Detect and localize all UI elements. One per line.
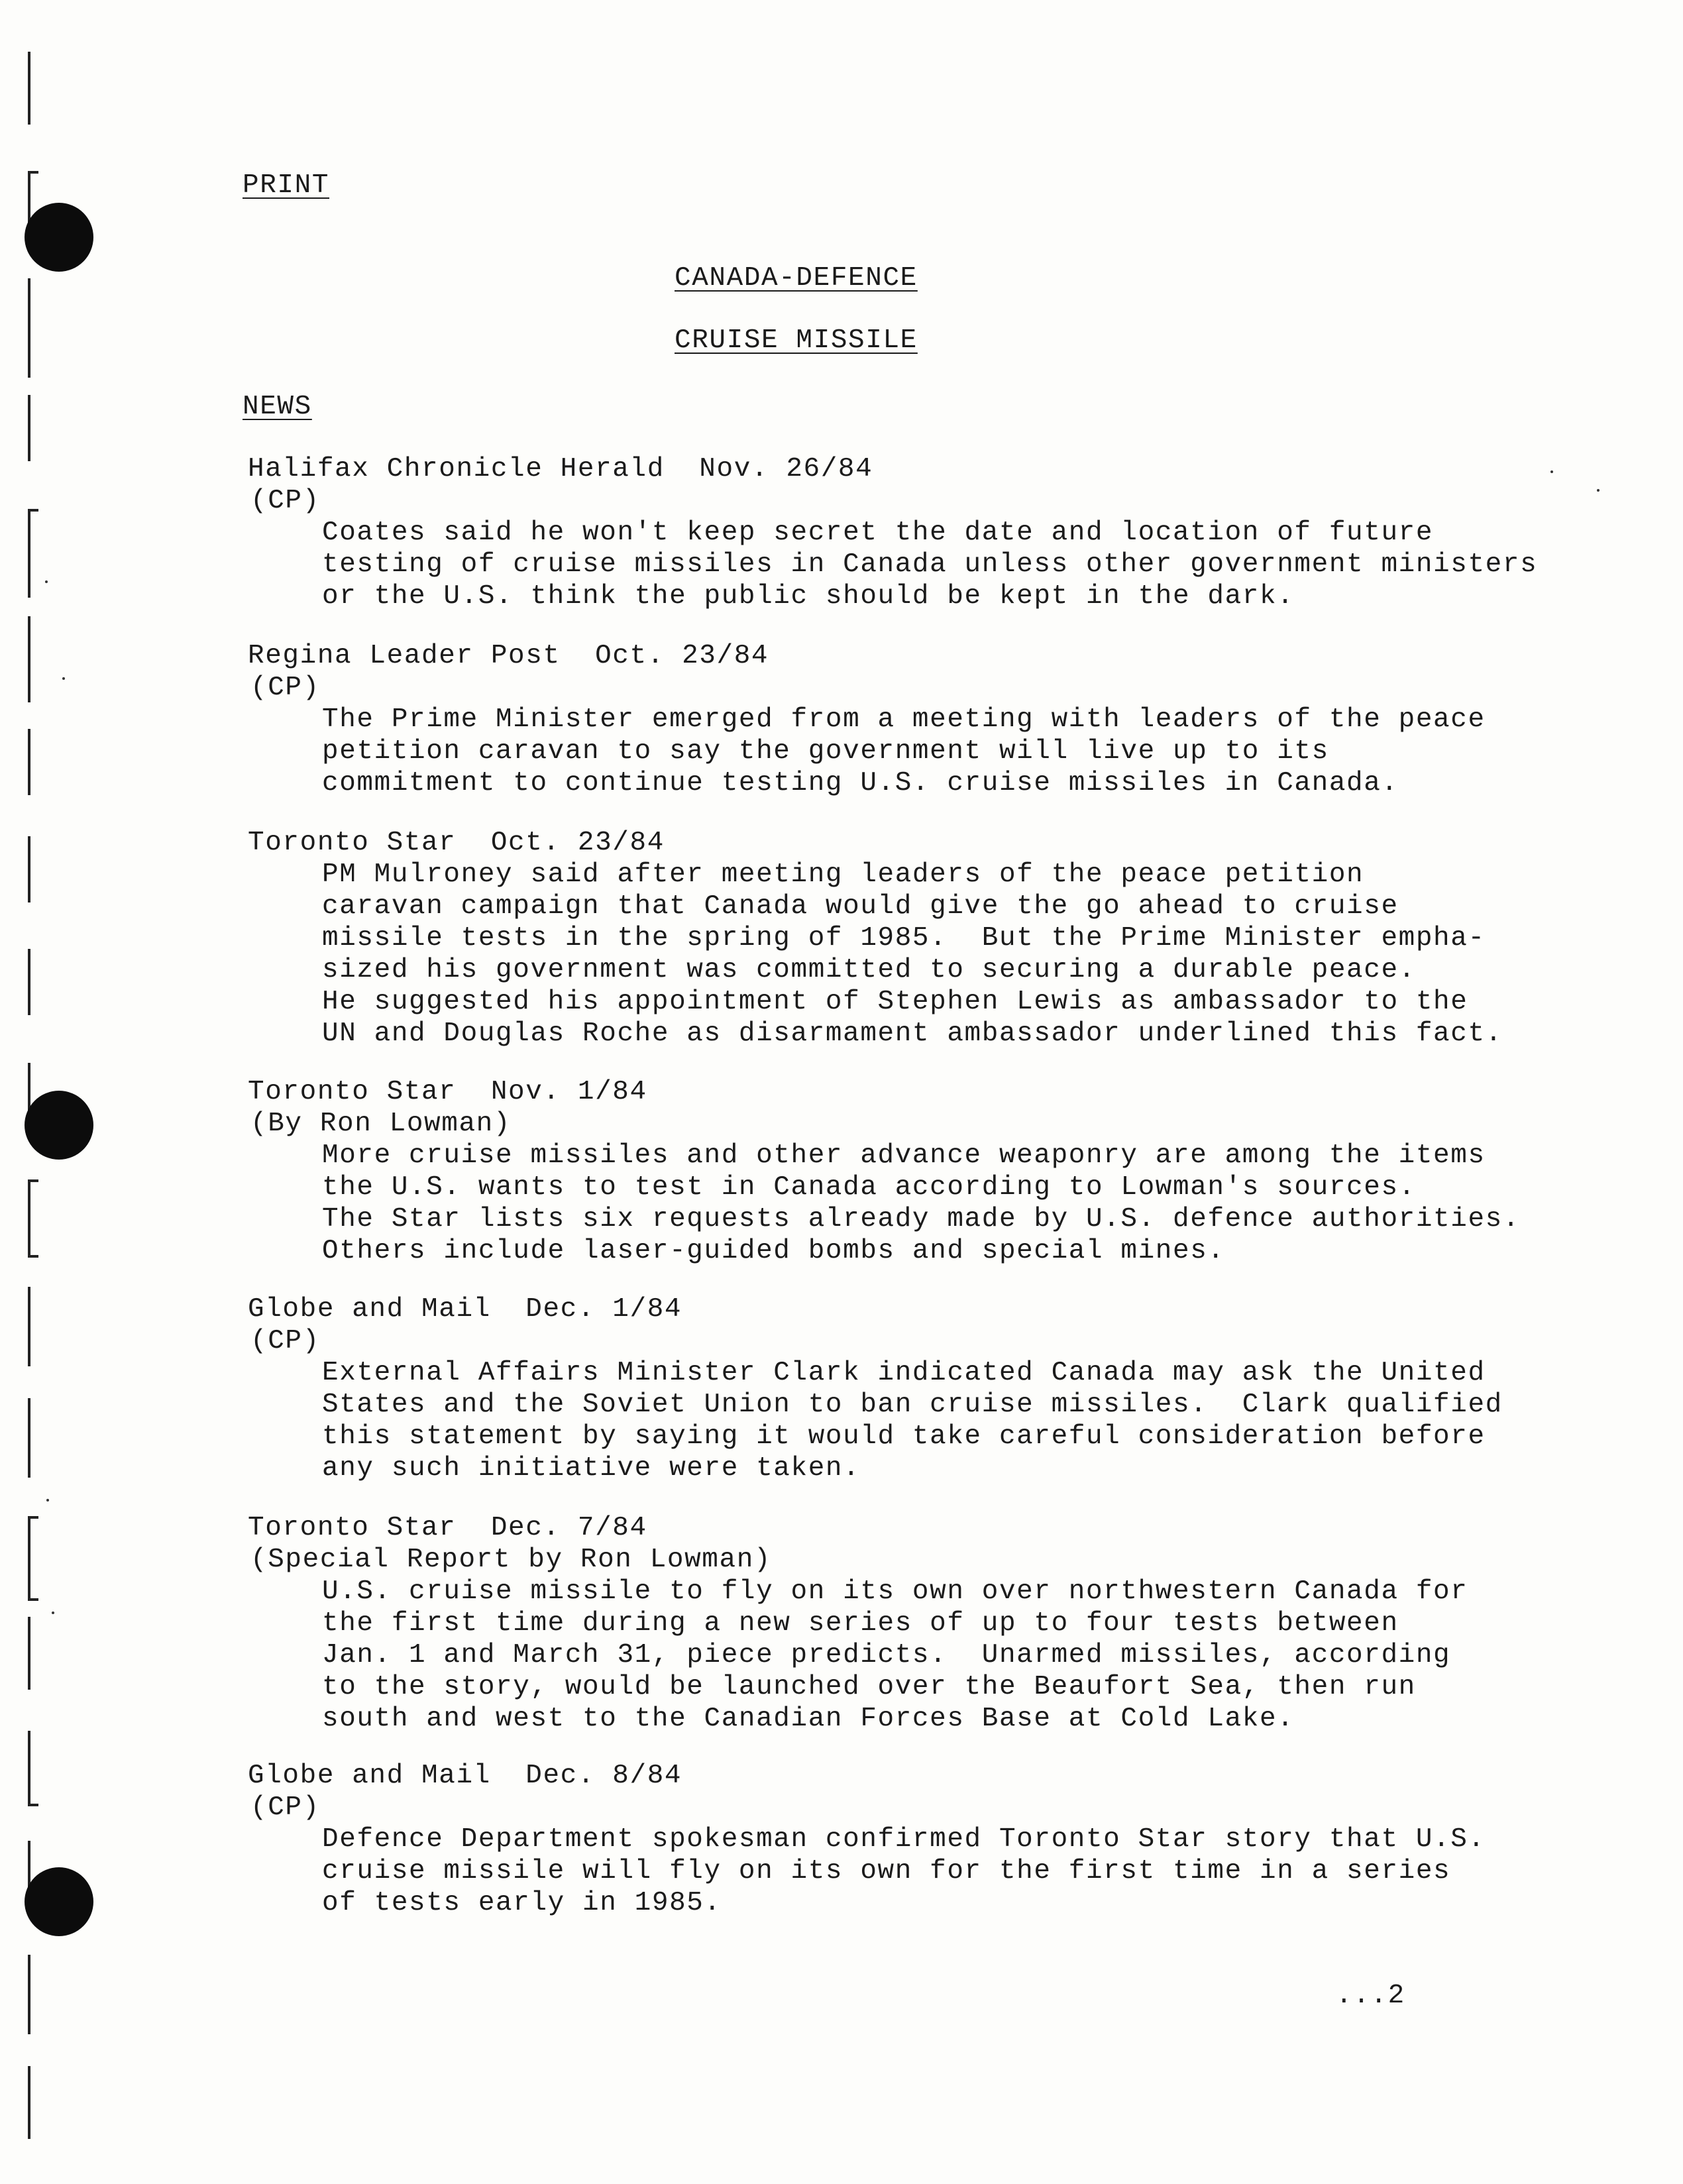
entry-line: PM Mulroney said after meeting leaders of the peace petition [322,859,1364,890]
entry-line: of tests early in 1985. [322,1888,722,1918]
punch-hole [25,1091,93,1160]
entry-byline: (By Ron Lowman) [250,1109,512,1139]
entry-byline: (CP) [250,486,320,516]
entry-line: caravan campaign that Canada would give the go ahead to cruise [322,891,1399,922]
entry-line: U.S. cruise missile to fly on its own over northwestern Canada for [322,1576,1468,1607]
entry-line: External Affairs Minister Clark indicated Canada may ask the United [322,1358,1486,1388]
entry-line: Jan. 1 and March 31, piece predicts. Unarmed missiles, according [322,1640,1451,1670]
entry-line: sized his government was committed to securing a durable peace. [322,955,1416,985]
speck [52,1611,54,1614]
news-entry [248,1293,1659,1484]
margin-mark [28,836,30,902]
section-label: PRINT [243,170,330,201]
news-entry [248,453,1659,612]
entry-line: cruise missile will fly on its own for the first time in a series [322,1856,1451,1886]
entry-line: missile tests in the spring of 1985. But the Prime Minister empha- [322,923,1486,954]
margin-mark [28,1179,38,1258]
margin-mark [28,52,30,125]
punch-hole [25,1867,93,1936]
entry-byline: (CP) [250,1792,320,1823]
margin-mark [28,1617,30,1690]
entry-line: More cruise missiles and other advance weaponry are among the items [322,1140,1486,1171]
margin-mark [28,1516,38,1601]
margin-mark [28,395,30,461]
entry-line: testing of cruise missiles in Canada unless other government ministers [322,549,1538,580]
entry-line: The Star lists six requests already made by U.S. defence authorities. [322,1204,1521,1234]
margin-mark [28,1287,30,1366]
entry-line: to the story, would be launched over the Beaufort Sea, then run [322,1672,1416,1702]
margin-mark [28,1731,38,1806]
margin-mark [28,729,30,795]
entry-line: commitment to continue testing U.S. cruise missiles in Canada. [322,768,1399,798]
margin-mark [28,1398,30,1478]
news-entry [248,1076,1659,1267]
entry-line: Coates said he won't keep secret the date and location of future [322,518,1434,548]
entry-line: Defence Department spokesman confirmed Toronto Star story that U.S. [322,1824,1486,1855]
entry-line: south and west to the Canadian Forces Base at Cold Lake. [322,1704,1295,1734]
category-label: NEWS [243,392,312,422]
margin-mark [28,278,30,378]
entry-byline: (Special Report by Ron Lowman) [250,1545,772,1575]
entry-source: Regina Leader Post Oct. 23/84 [248,641,769,671]
entry-line: or the U.S. think the public should be kept in the dark. [322,581,1295,612]
news-entry [248,1512,1659,1735]
entry-source: Toronto Star Oct. 23/84 [248,828,665,858]
entry-byline: (CP) [250,1326,320,1356]
entry-line: the U.S. wants to test in Canada according to Lowman's sources. [322,1172,1416,1203]
entry-source: Halifax Chronicle Herald Nov. 26/84 [248,454,873,484]
entry-line: UN and Douglas Roche as disarmament ambassador underlined this fact. [322,1018,1503,1049]
speck [45,580,48,583]
speck [46,1499,49,1502]
margin-mark [28,1955,30,2034]
entry-line: He suggested his appointment of Stephen Lewis as ambassador to the [322,987,1468,1017]
entry-line: this statement by saying it would take careful consideration before [322,1421,1486,1452]
margin-mark [28,2066,30,2139]
entry-line: The Prime Minister emerged from a meeting with leaders of the peace [322,704,1486,735]
news-entry [248,1760,1659,1919]
entry-source: Toronto Star Nov. 1/84 [248,1077,647,1107]
margin-mark [28,949,30,1015]
speck [62,677,65,680]
entry-line: States and the Soviet Union to ban cruise missiles. Clark qualified [322,1390,1503,1420]
margin-mark [28,616,30,702]
topic-heading: CRUISE MISSILE [675,325,918,356]
entry-source: Toronto Star Dec. 7/84 [248,1513,647,1543]
entry-line: Others include laser-guided bombs and special mines. [322,1236,1225,1266]
news-entry [248,827,1659,1050]
margin-mark [28,509,38,598]
news-entry [248,640,1659,799]
entry-line: the first time during a new series of up to four tests between [322,1608,1399,1639]
punch-hole [25,203,93,272]
entry-source: Globe and Mail Dec. 8/84 [248,1761,682,1791]
entry-line: any such initiative were taken. [322,1453,861,1484]
subject-heading: CANADA-DEFENCE [675,263,918,294]
entry-byline: (CP) [250,673,320,703]
page-continuation: ...2 [1336,1981,1405,2011]
entry-line: petition caravan to say the government will live up to its [322,736,1329,767]
entry-source: Globe and Mail Dec. 1/84 [248,1294,682,1325]
